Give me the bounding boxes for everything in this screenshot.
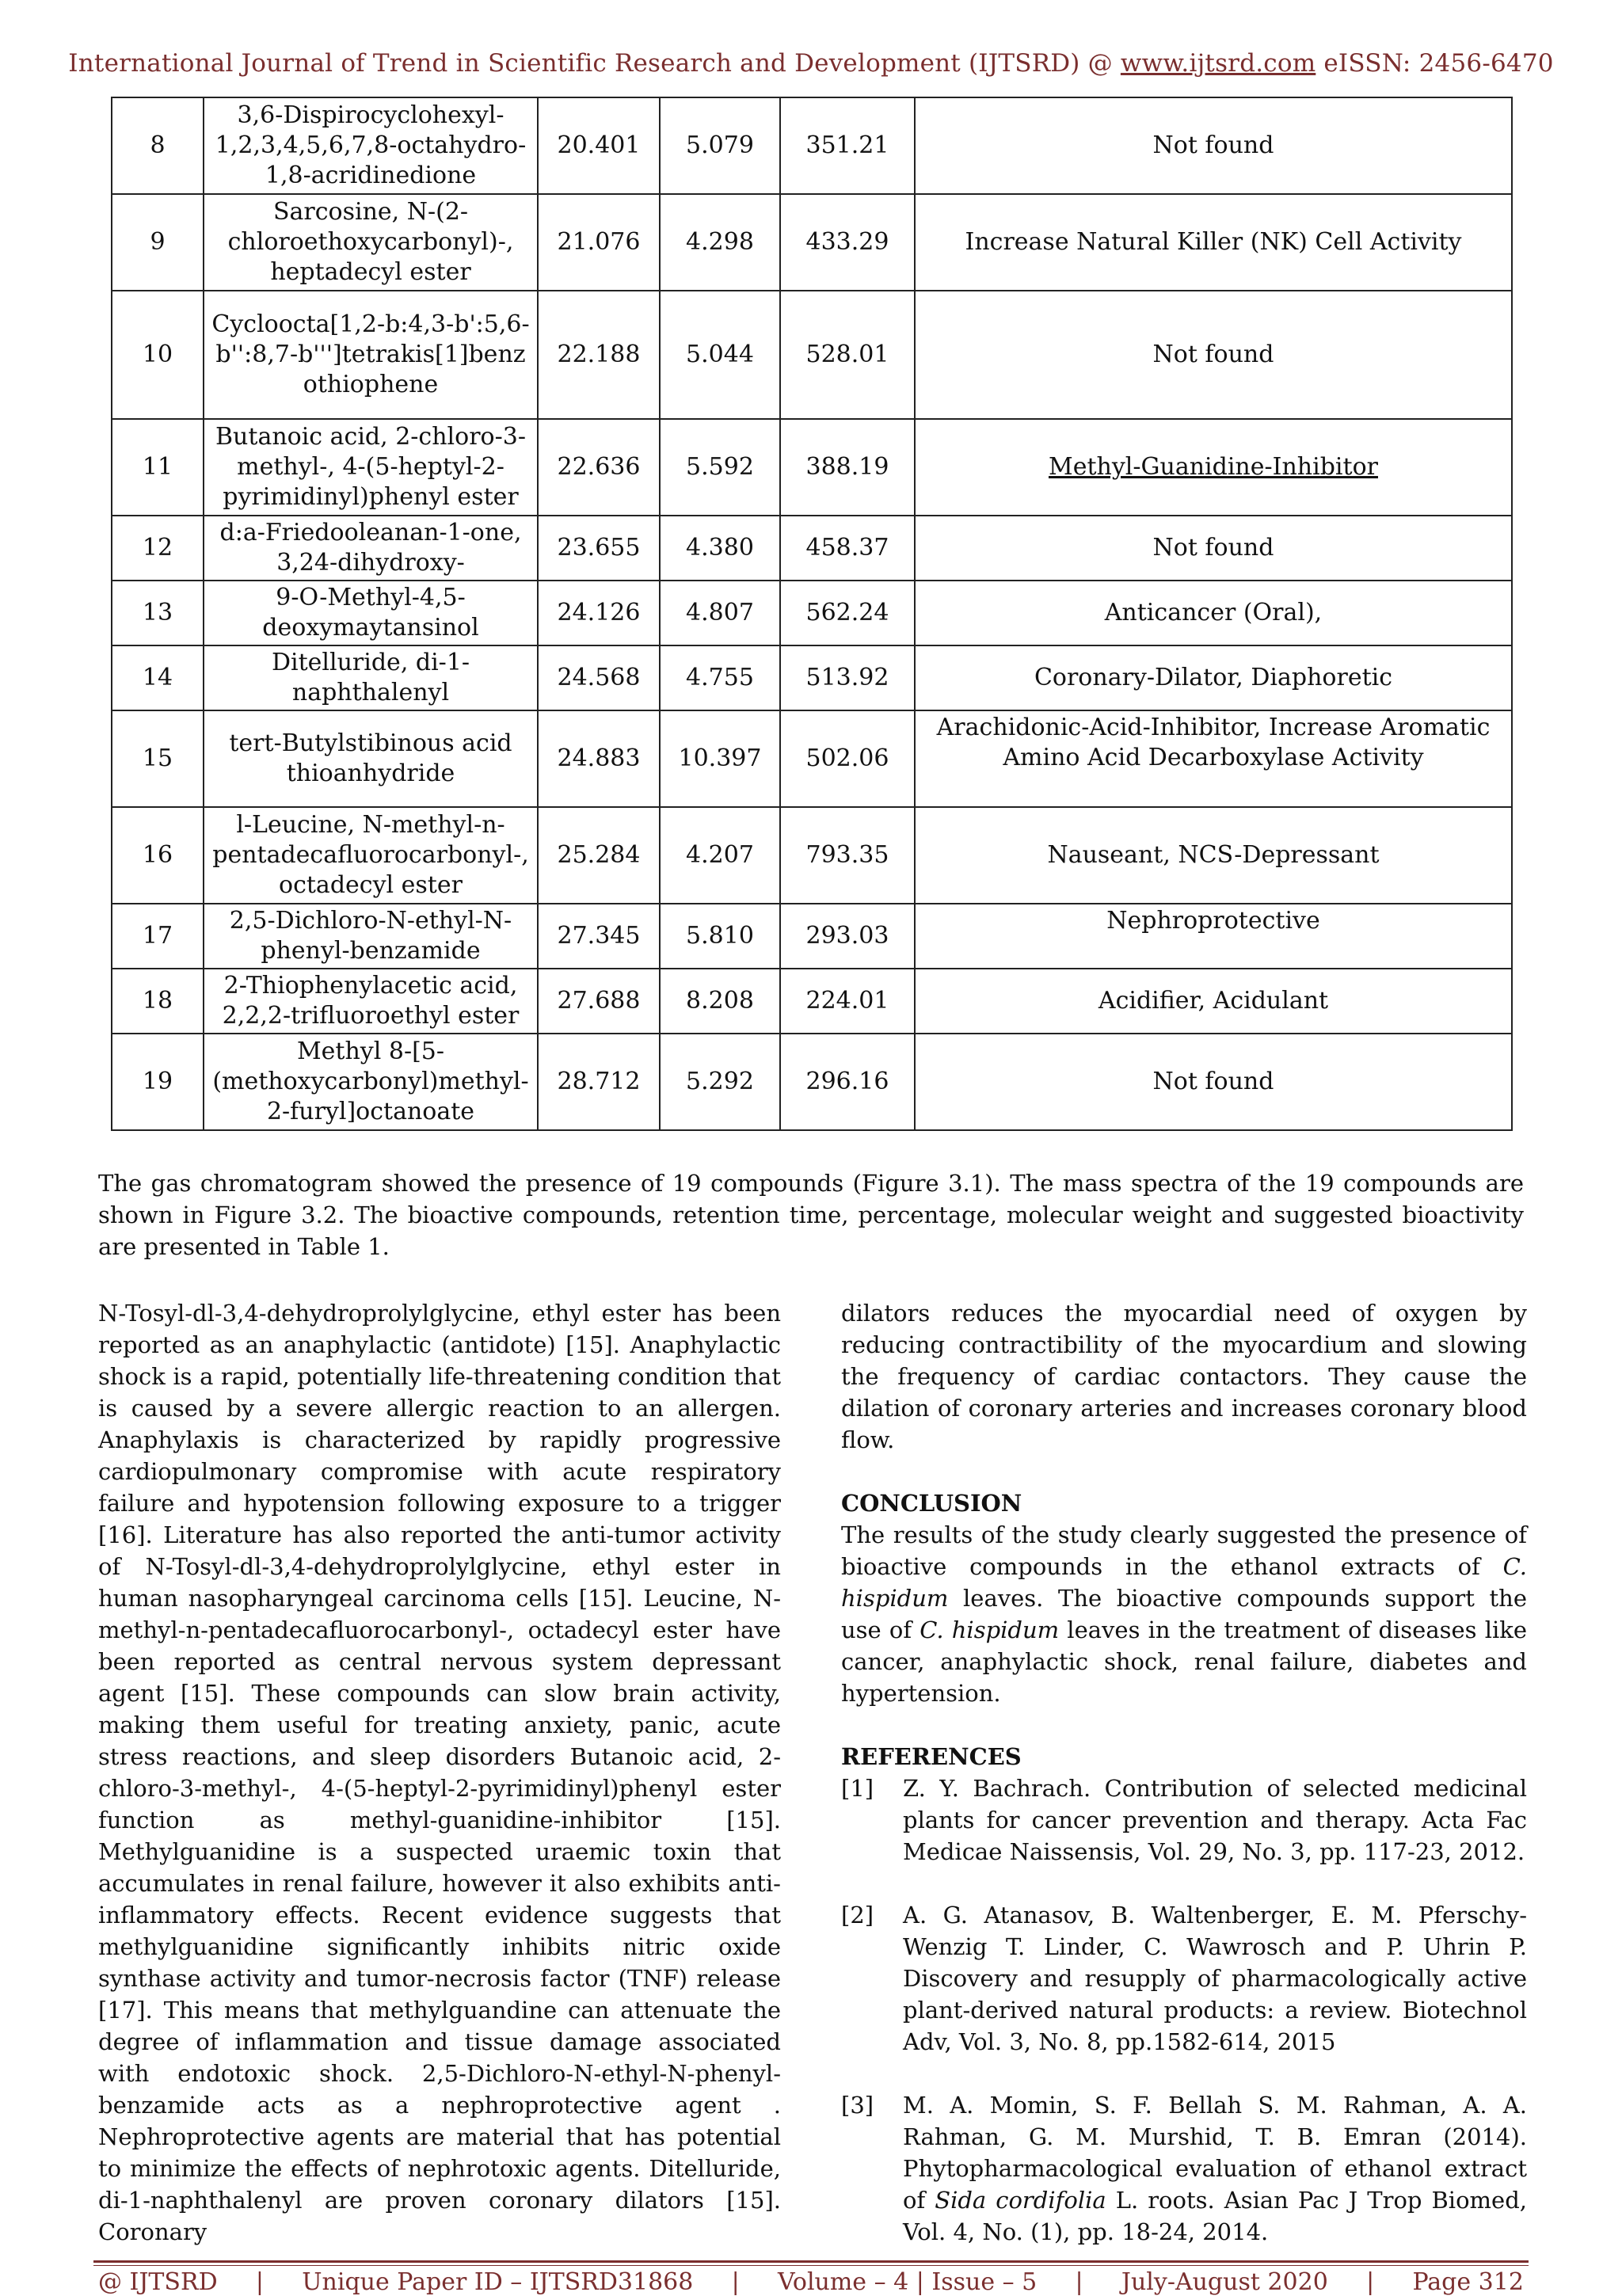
species-name: C. hispidum <box>920 1616 1060 1643</box>
cell-compound: 2-Thiophenylacetic acid, 2,2,2-trifluoroethyl ester <box>204 969 538 1034</box>
conclusion-text-b: leaves. The bioactive compounds support the use of <box>841 1585 1527 1643</box>
reference-text: Z. Y. Bachrach. Contribution of selected medicinal plants for cancer prevention and therapy. Acta Fac Medicae Naissensis, Vol. 29, No. 3, pp. 117-23, 2012. <box>903 1775 1527 1865</box>
reference-number: [1] <box>841 1775 874 1802</box>
cell-mw: 513.92 <box>780 645 915 710</box>
cell-activity: Nauseant, NCS-Depressant <box>915 807 1512 904</box>
cell-compound: Ditelluride, di-1-naphthalenyl <box>204 645 538 710</box>
cell-activity: Acidifier, Acidulant <box>915 969 1512 1034</box>
reference-number: [2] <box>841 1902 874 1929</box>
reference-text-b: L. roots. Asian Pac J Trop Biomed, Vol. 4, No. (1), pp. 18-24, 2014. <box>903 2187 1527 2245</box>
conclusion-heading: CONCLUSION <box>841 1490 1022 1517</box>
table-row <box>112 710 1512 807</box>
cell-no: 9 <box>112 194 204 291</box>
cell-mw: 528.01 <box>780 291 915 419</box>
table-row <box>112 645 1512 710</box>
cell-mw: 562.24 <box>780 581 915 645</box>
table-row <box>112 581 1512 645</box>
cell-percentage: 5.292 <box>660 1034 780 1130</box>
footer-separator: | <box>1075 2268 1083 2296</box>
cell-activity: Coronary-Dilator, Diaphoretic <box>915 645 1512 710</box>
cell-compound: d:a-Friedooleanan-1-one, 3,24-dihydroxy- <box>204 516 538 581</box>
cell-percentage: 8.208 <box>660 969 780 1034</box>
cell-compound: 2,5-Dichloro-N-ethyl-N-phenyl-benzamide <box>204 904 538 969</box>
table-row <box>112 419 1512 516</box>
page-header <box>0 49 1622 78</box>
cell-percentage: 4.380 <box>660 516 780 581</box>
cell-rt: 24.126 <box>538 581 660 645</box>
cell-activity: Not found <box>915 97 1512 194</box>
cell-mw: 388.19 <box>780 419 915 516</box>
cell-compound: 9-O-Methyl-4,5-deoxymaytansinol <box>204 581 538 645</box>
table-row <box>112 291 1512 419</box>
conclusion-paragraph <box>841 1519 1527 1709</box>
cell-mw: 793.35 <box>780 807 915 904</box>
cell-mw: 458.37 <box>780 516 915 581</box>
cell-no: 15 <box>112 710 204 807</box>
footer-volume: Volume – 4 | Issue – 5 <box>777 2268 1038 2296</box>
cell-compound: Sarcosine, N-(2-chloroethoxycarbonyl)-, heptadecyl ester <box>204 194 538 291</box>
discussion-continuation: dilators reduces the myocardial need of oxygen by reducing contractibility of the myocardium and slowing the frequency of cardiac contactors. They cause the dilation of coronary arteries and increases coronary blood flow. <box>841 1300 1527 1453</box>
cell-rt: 23.655 <box>538 516 660 581</box>
cell-no: 19 <box>112 1034 204 1130</box>
cell-activity: Arachidonic-Acid-Inhibitor, Increase Aromatic Amino Acid Decarboxylase Activity <box>915 710 1512 807</box>
cell-no: 12 <box>112 516 204 581</box>
cell-activity: Not found <box>915 1034 1512 1130</box>
cell-activity: Anticancer (Oral), <box>915 581 1512 645</box>
table-row <box>112 97 1512 194</box>
cell-compound: Methyl 8-[5-(methoxycarbonyl)methyl-2-furyl]octanoate <box>204 1034 538 1130</box>
cell-mw: 502.06 <box>780 710 915 807</box>
cell-rt: 21.076 <box>538 194 660 291</box>
discussion-paragraph: N-Tosyl-dl-3,4-dehydroprolylglycine, ethyl ester has been reported as an anaphylactic (antidote) [15]. Anaphylactic shock is a rapid, potentially life-threatening condition that is caused by a severe allergic reaction to an allergen. Anaphylaxis is characterized by rapidly progressive cardiopulmonary compromise with acute respiratory failure and hypotension following exposure to a trigger [16]. Literature has also reported the anti-tumor activity of N-Tosyl-dl-3,4-dehydroprolylglycine, ethyl ester in human nasopharyngeal carcinoma cells [15]. Leucine, N-methyl-n-pentadecafluorocarbonyl-, octadecyl ester have been reported as central nervous system depressant agent [15]. These compounds can slow brain activity, making them useful for treating anxiety, panic, acute stress reactions, and sleep disorders Butanoic acid, 2-chloro-3-methyl-, 4-(5-heptyl-2-pyrimidinyl)phenyl ester function as methyl-guanidine-inhibitor [15]. Methylguanidine is a suspected uraemic toxin that accumulates in renal failure, however it also exhibits anti-inflammatory effects. Recent evidence suggests that methylguanidine significantly inhibits nitric oxide synthase activity and tumor-necrosis factor (TNF) release [17]. This means that methylguandine can attenuate the degree of inflammation and tissue damage associated with endotoxic shock. 2,5-Dichloro-N-ethyl-N-phenyl-benzamide acts as a nephroprotective agent . Nephroprotective agents are material that has potential to minimize the effects of nephrotoxic agents. Ditelluride, di-1-naphthalenyl are proven coronary dilators [15]. Coronary <box>98 1300 781 2245</box>
cell-rt: 28.712 <box>538 1034 660 1130</box>
cell-percentage: 5.044 <box>660 291 780 419</box>
cell-rt: 27.688 <box>538 969 660 1034</box>
header-suffix: eISSN: 2456-6470 <box>1315 49 1554 78</box>
cell-compound: Butanoic acid, 2-chloro-3-methyl-, 4-(5-heptyl-2-pyrimidinyl)phenyl ester <box>204 419 538 516</box>
cell-activity: Not found <box>915 516 1512 581</box>
cell-no: 14 <box>112 645 204 710</box>
cell-mw: 293.03 <box>780 904 915 969</box>
cell-rt: 20.401 <box>538 97 660 194</box>
reference-text: A. G. Atanasov, B. Waltenberger, E. M. Pferschy-Wenzig T. Linder, C. Wawrosch and P. Uhrin P. Discovery and resupply of pharmacologically active plant-derived natural products: a review. Biotechnol Adv, Vol. 3, No. 8, pp.1582-614, 2015 <box>903 1902 1527 2055</box>
footer-separator: | <box>255 2268 264 2296</box>
table-row <box>112 969 1512 1034</box>
cell-compound: tert-Butylstibinous acid thioanhydride <box>204 710 538 807</box>
activity-link[interactable]: Methyl-Guanidine-Inhibitor <box>1049 453 1378 481</box>
compounds-table <box>111 97 1513 1131</box>
cell-mw: 224.01 <box>780 969 915 1034</box>
cell-activity <box>915 419 1512 516</box>
cell-rt: 25.284 <box>538 807 660 904</box>
cell-activity: Nephroprotective <box>915 904 1512 969</box>
reference-text <box>903 2089 1527 2248</box>
table-row <box>112 516 1512 581</box>
footer-divider <box>93 2260 1529 2263</box>
cell-percentage: 5.079 <box>660 97 780 194</box>
species-name: C. hispidum <box>841 1553 1527 1612</box>
cell-rt: 22.188 <box>538 291 660 419</box>
cell-no: 8 <box>112 97 204 194</box>
results-summary <box>98 1167 1524 1262</box>
cell-no: 13 <box>112 581 204 645</box>
table-row <box>112 904 1512 969</box>
cell-activity: Not found <box>915 291 1512 419</box>
cell-compound: l-Leucine, N-methyl-n-pentadecafluorocarbonyl-, octadecyl ester <box>204 807 538 904</box>
journal-url-link[interactable]: www.ijtsrd.com <box>1120 49 1316 78</box>
cell-percentage: 10.397 <box>660 710 780 807</box>
footer-date: July-August 2020 <box>1121 2268 1328 2296</box>
cell-percentage: 4.298 <box>660 194 780 291</box>
cell-percentage: 5.592 <box>660 419 780 516</box>
cell-compound: Cycloocta[1,2-b:4,3-b':5,6-b'':8,7-b''']tetrakis[1]benzothiophene <box>204 291 538 419</box>
reference-number: [3] <box>841 2092 874 2119</box>
table-row <box>112 807 1512 904</box>
reference-item <box>841 1772 1527 1868</box>
reference-text-a: M. A. Momin, S. F. Bellah S. M. Rahman, A. A. Rahman, G. M. Murshid, T. B. Emran (2014). Phytopharmacological evaluation of ethanol extract of <box>903 2092 1527 2214</box>
footer-journal: @ IJTSRD <box>98 2268 218 2296</box>
reference-item <box>841 2089 1527 2248</box>
summary-paragraph: The gas chromatogram showed the presence of 19 compounds (Figure 3.1). The mass spectra of the 19 compounds are shown in Figure 3.2. The bioactive compounds, retention time, percentage, molecular weight and suggested bioactivity are presented in Table 1. <box>98 1170 1524 1260</box>
cell-no: 10 <box>112 291 204 419</box>
reference-species: Sida cordifolia <box>935 2187 1106 2214</box>
cell-mw: 433.29 <box>780 194 915 291</box>
cell-percentage: 4.807 <box>660 581 780 645</box>
conclusion-text-a: The results of the study clearly suggested the presence of bioactive compounds in the ethanol extracts of <box>841 1521 1527 1580</box>
footer-separator: | <box>1366 2268 1375 2296</box>
cell-compound: 3,6-Dispirocyclohexyl-1,2,3,4,5,6,7,8-octahydro-1,8-acridinedione <box>204 97 538 194</box>
cell-rt: 27.345 <box>538 904 660 969</box>
cell-mw: 296.16 <box>780 1034 915 1130</box>
cell-percentage: 4.755 <box>660 645 780 710</box>
cell-percentage: 5.810 <box>660 904 780 969</box>
table-row <box>112 194 1512 291</box>
cell-mw: 351.21 <box>780 97 915 194</box>
page-footer <box>98 2268 1524 2296</box>
table-row <box>112 1034 1512 1130</box>
cell-rt: 24.568 <box>538 645 660 710</box>
cell-no: 17 <box>112 904 204 969</box>
footer-divider-thin <box>93 2265 1529 2266</box>
right-column <box>841 1297 1527 2279</box>
cell-no: 16 <box>112 807 204 904</box>
cell-rt: 22.636 <box>538 419 660 516</box>
cell-no: 11 <box>112 419 204 516</box>
reference-item <box>841 1899 1527 2058</box>
footer-page: Page 312 <box>1412 2268 1524 2296</box>
cell-rt: 24.883 <box>538 710 660 807</box>
left-column <box>98 1297 781 2248</box>
references-heading: REFERENCES <box>841 1743 1022 1770</box>
cell-no: 18 <box>112 969 204 1034</box>
footer-paper-id: Unique Paper ID – IJTSRD31868 <box>302 2268 694 2296</box>
footer-separator: | <box>731 2268 740 2296</box>
cell-activity: Increase Natural Killer (NK) Cell Activity <box>915 194 1512 291</box>
cell-percentage: 4.207 <box>660 807 780 904</box>
header-prefix: International Journal of Trend in Scientific Research and Development (IJTSRD) @ <box>68 49 1121 78</box>
conclusion-text-c: leaves in the treatment of diseases like cancer, anaphylactic shock, renal failure, diabetes and hypertension. <box>841 1616 1527 1707</box>
